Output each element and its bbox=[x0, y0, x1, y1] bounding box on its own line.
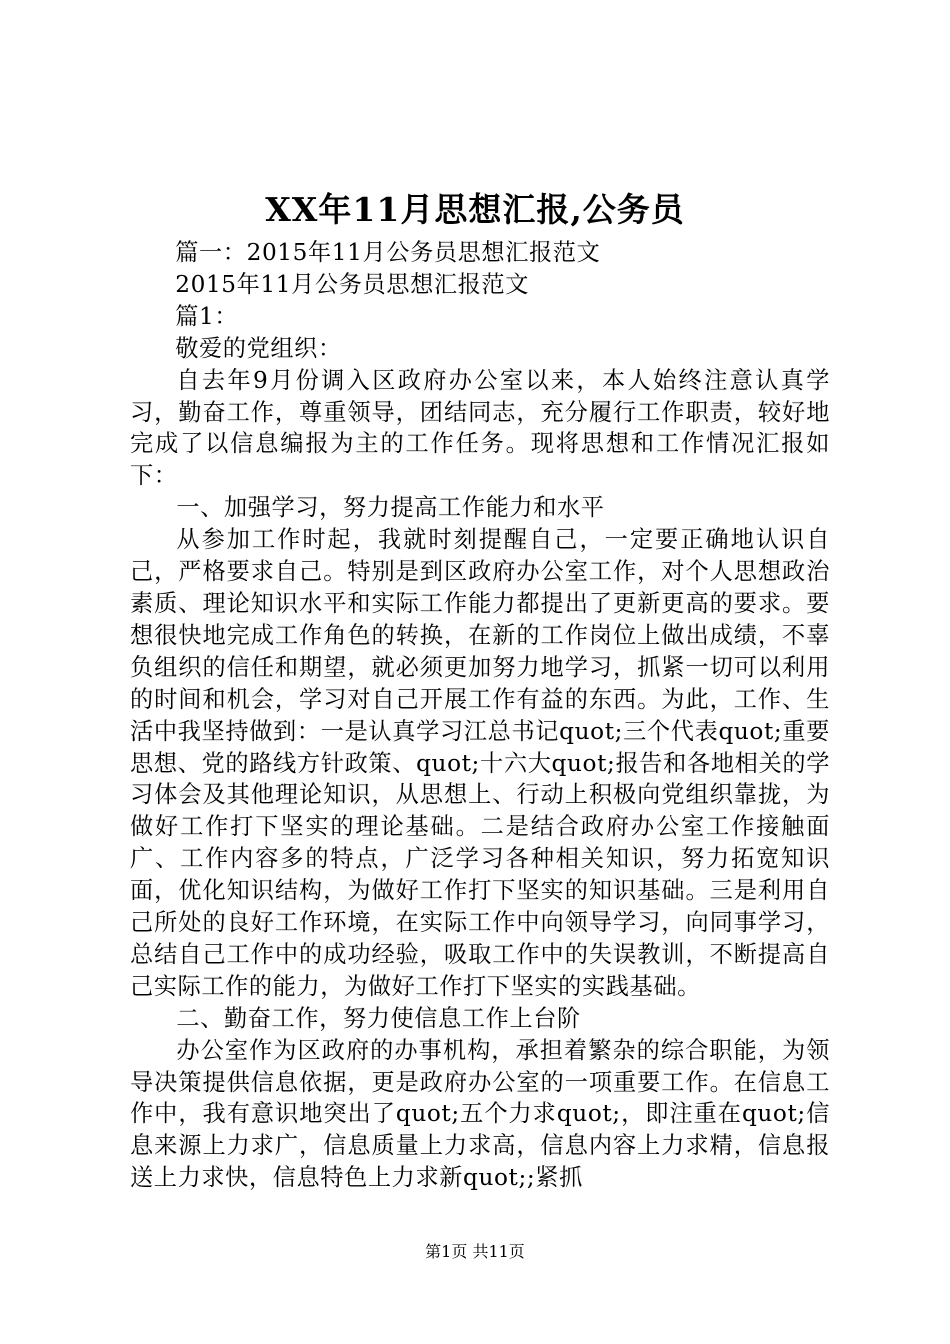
document-body bbox=[130, 237, 830, 1194]
subsection-heading: 二、勤奋工作，努力使信息工作上台阶 bbox=[176, 1004, 581, 1032]
document-title: XX年11月思想汇报,公务员 bbox=[265, 190, 685, 229]
body-paragraph: 自去年9月份调入区政府办公室以来，本人始终注意认真学习，勤奋工作，尊重领导，团结同志，充分履行工作职责，较好地完成了以信息编报为主的工作任务。现将思想和工作情况汇报如下： bbox=[130, 366, 830, 490]
salutation: 敬爱的党组织： bbox=[175, 334, 342, 362]
body-paragraph: 办公室作为区政府的办事机构，承担着繁杂的综合职能，为领导决策提供信息依据，更是政府办公室的一项重要工作。在信息工作中，我有意识地突出了quot;五个力求quot;，即注重在quot;信息来源上力求广，信息质量上力求高，信息内容上力求精，信息报送上力求快，信息特色上力求新quot;;紧抓 bbox=[130, 1036, 830, 1192]
part-label: 篇1： bbox=[175, 302, 239, 330]
subtitle-line: 2015年11月公务员思想汇报范文 bbox=[175, 270, 530, 298]
page-footer: 第1页 共11页 bbox=[425, 1242, 525, 1261]
body-paragraph: 从参加工作时起，我就时刻提醒自己，一定要正确地认识自己，严格要求自己。特别是到区政府办公室工作，对个人思想政治素质、理论知识水平和实际工作能力都提出了更新更高的要求。要想很快地完成工作角色的转换，在新的工作岗位上做出成绩，不辜负组织的信任和期望，就必须更加努力地学习，抓紧一切可以利用的时间和机会，学习对自己开展工作有益的东西。为此，工作、生活中我坚持做到：一是认真学习江总书记quot;三个代表quot;重要思想、党的路线方针政策、quot;十六大quot;报告和各地相关的学习体会及其他理论知识，从思想上、行动上积极向党组织靠拢，为做好工作打下坚实的理论基础。二是结合政府办公室工作接触面广、工作内容多的特点，广泛学习各种相关知识，努力拓宽知识面，优化知识结构，为做好工作打下坚实的知识基础。三是利用自己所处的良好工作环境，在实际工作中向领导学习，向同事学习，总结自己工作中的成功经验，吸取工作中的失误教训，不断提高自己实际工作的能力，为做好工作打下坚实的实践基础。 bbox=[130, 526, 830, 1000]
section-heading: 篇一：2015年11月公务员思想汇报范文 bbox=[175, 239, 601, 266]
subsection-heading: 一、加强学习，努力提高工作能力和水平 bbox=[176, 494, 605, 522]
